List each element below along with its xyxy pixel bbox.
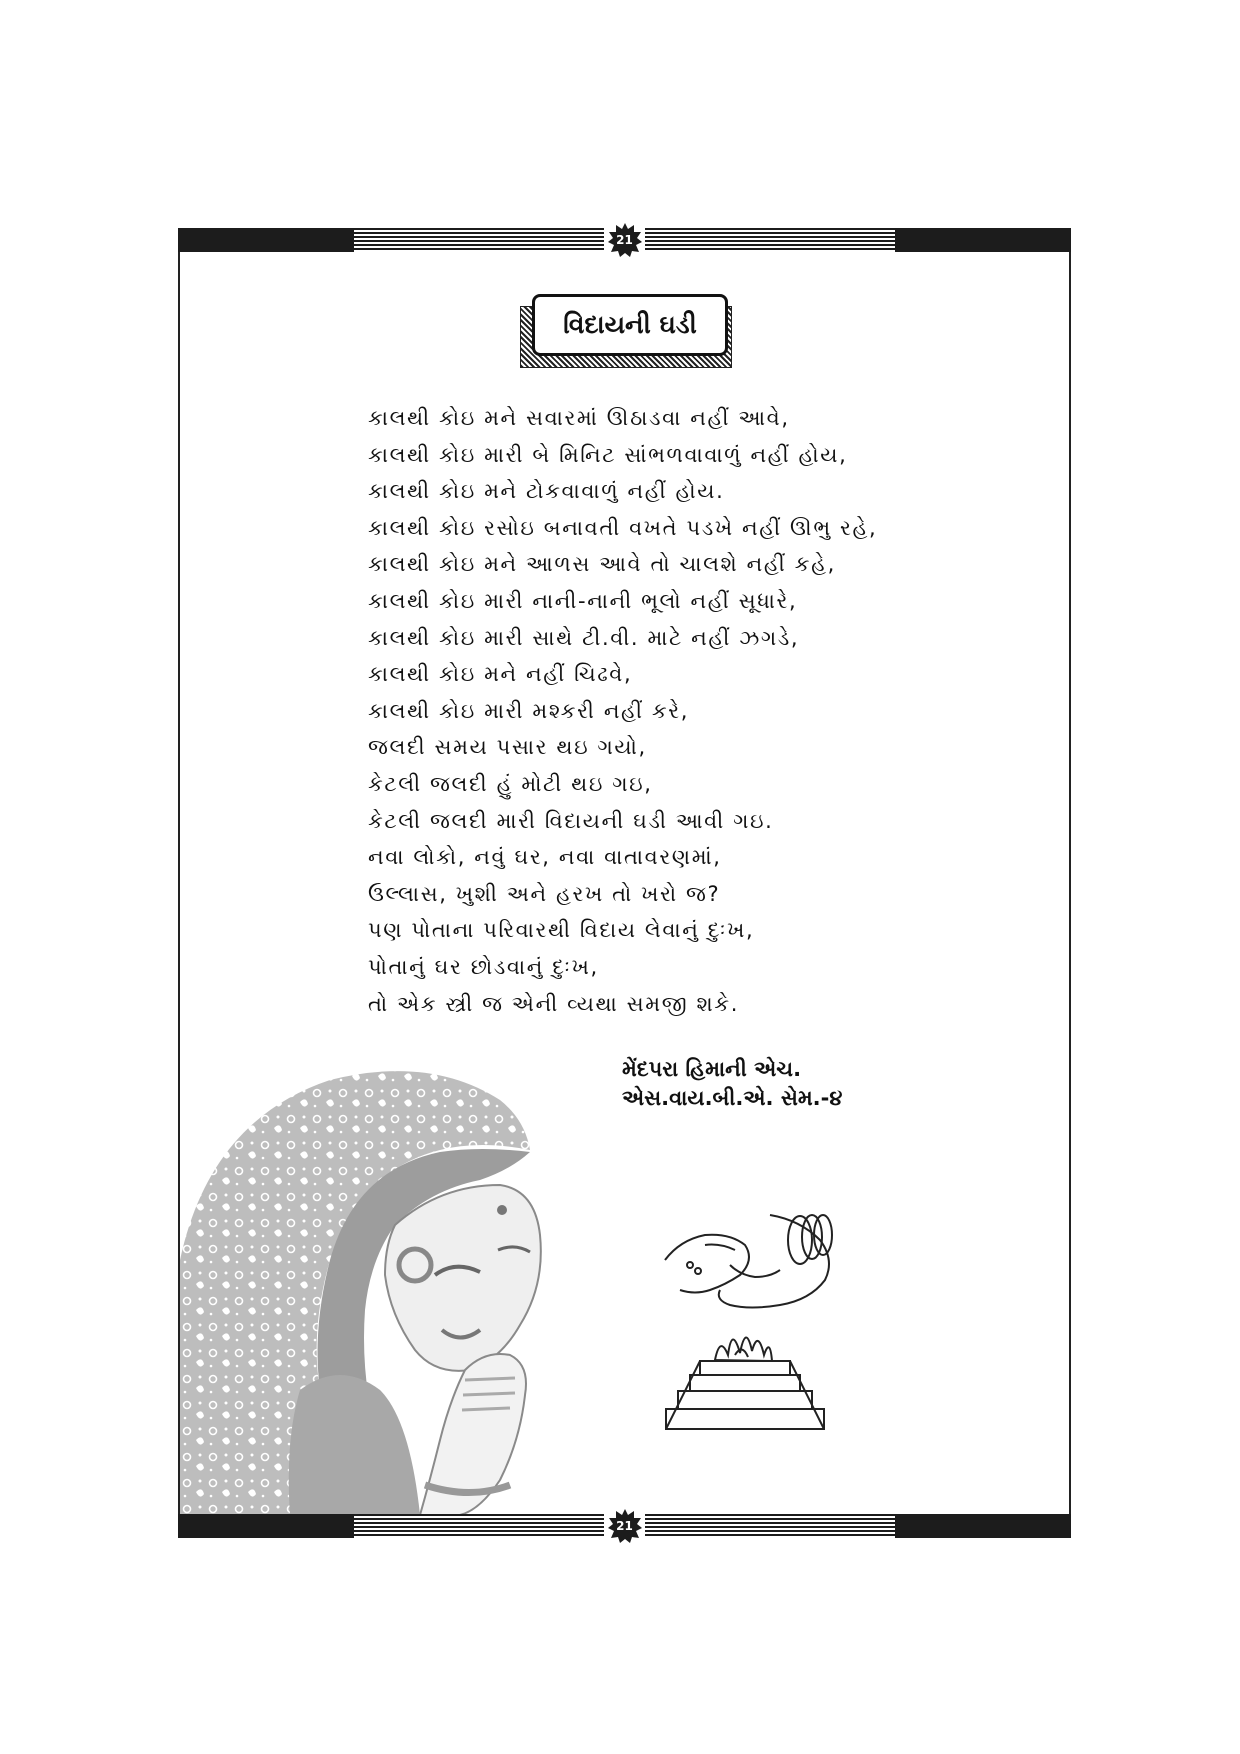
poem-line: પણ પોતાના પરિવારથી વિદાય લેવાનું દુઃખ, xyxy=(368,918,755,943)
author-class: એસ.વાય.બી.એ. સેમ.-૪ xyxy=(622,1086,843,1110)
title-box xyxy=(532,294,728,356)
bottom-page-badge xyxy=(607,1508,643,1544)
top-page-number: 21 xyxy=(616,233,633,247)
poem-line: કેટલી જલદી હું મોટી થઇ ગઇ, xyxy=(368,771,653,796)
poem-line: કાલથી કોઇ મને ટોકવાવાળું નહીં હોય. xyxy=(368,479,725,504)
poem-line: કાલથી કોઇ મારી બે મિનિટ સાંભળવાવાળું નહીં હોય, xyxy=(368,442,848,467)
bottom-decorative-band xyxy=(178,1514,1071,1538)
page-title: વિદાયની ઘડી xyxy=(563,310,697,339)
page-number: 21 xyxy=(616,1519,633,1533)
poem-line: કેટલી જલદી મારી વિદાયની ઘડી આવી ગઇ. xyxy=(368,808,774,833)
poem-line: તો એક સ્ત્રી જ એની વ્યથા સમજી શકે. xyxy=(368,991,739,1016)
poem-line: જલદી સમય પસાર થઇ ગયો, xyxy=(368,735,647,760)
title-frame xyxy=(520,290,738,368)
poem-line: કાલથી કોઇ મારી મશ્કરી નહીં કરે, xyxy=(368,698,690,723)
top-decorative-band xyxy=(178,228,1071,252)
poem-line: નવા લોકો, નવું ઘર, નવા વાતાવરણમાં, xyxy=(368,845,722,870)
top-page-badge xyxy=(607,222,643,258)
poem-line: ઉલ્લાસ, ખુશી અને હરખ તો ખરો જ? xyxy=(368,881,721,906)
poem-line: કાલથી કોઇ મારી નાની-નાની ભૂલો નહીં સૂધારે, xyxy=(368,588,798,613)
bride-illustration xyxy=(180,1060,550,1515)
poem-line: કાલથી કોઇ મને નહીં ચિઢવે, xyxy=(368,662,633,687)
author-block xyxy=(622,1055,922,1113)
wedding-hands-illustration xyxy=(660,1205,860,1450)
poem-line: કાલથી કોઇ મારી સાથે ટી.વી. માટે નહીં ઝગડે, xyxy=(368,625,800,650)
poem-line: કાલથી કોઇ રસોઇ બનાવતી વખતે પડખે નહીં ઊભુ રહે, xyxy=(368,515,878,540)
author-name: મેંદપરા હિમાની એચ. xyxy=(622,1057,802,1081)
poem-body xyxy=(368,400,928,1022)
poem-line: કાલથી કોઇ મને સવારમાં ઊઠાડવા નહીં આવે, xyxy=(368,406,790,430)
poem-line: પોતાનું ઘર છોડવાનું દુઃખ, xyxy=(368,954,599,979)
poem-line: કાલથી કોઇ મને આળસ આવે તો ચાલશે નહીં કહે, xyxy=(368,552,836,577)
